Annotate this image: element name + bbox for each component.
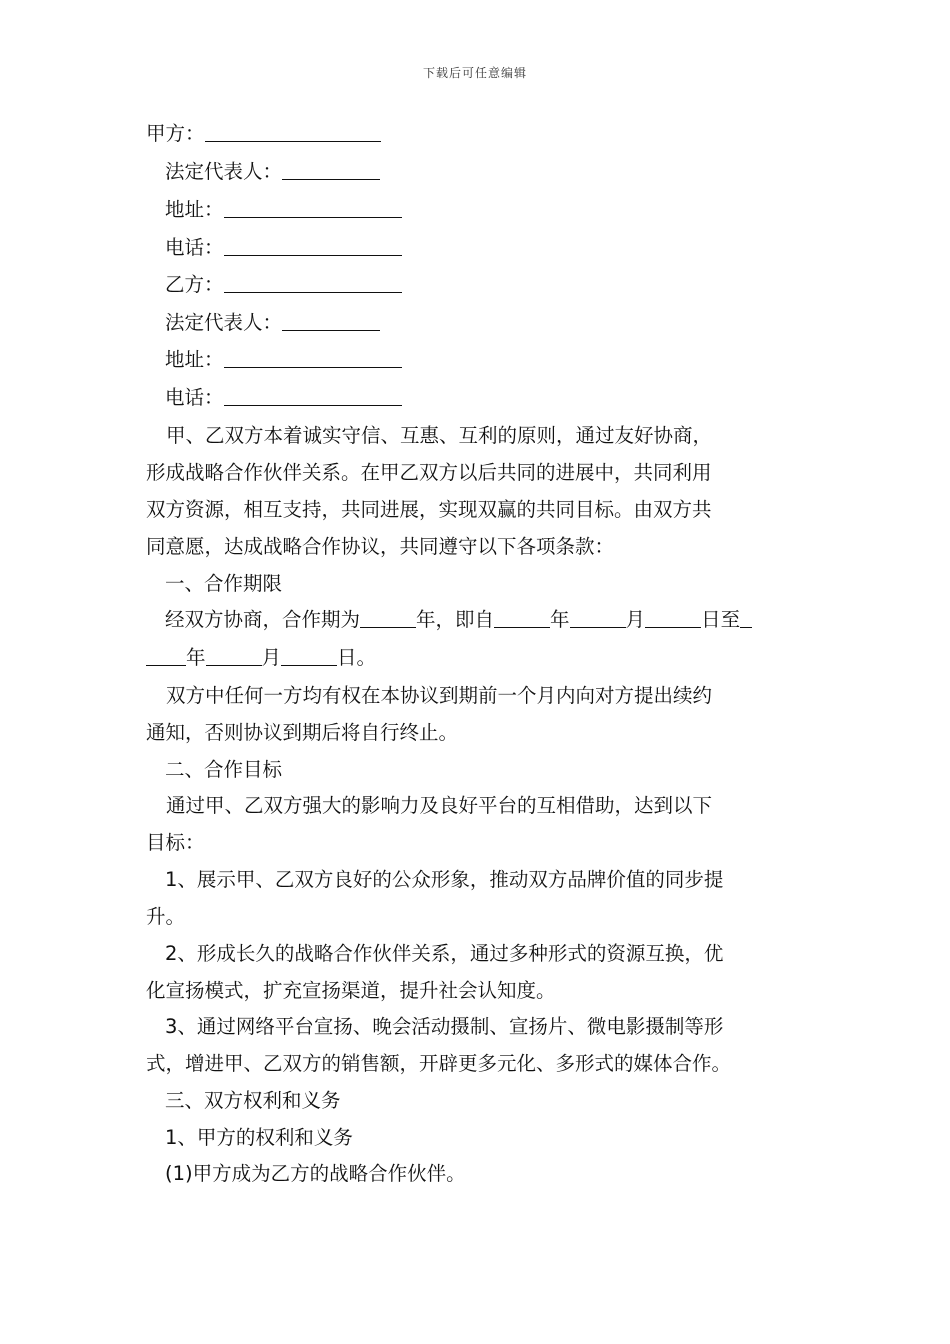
section3-title: 三、双方权利和义务	[165, 1089, 341, 1112]
renew-line-1: 双方中任何一方均有权在本协议到期前一个月内向对方提出续约	[166, 684, 713, 707]
address-b-label: 地址：	[165, 348, 224, 371]
section3-item1: (1)甲方成为乙方的战略合作伙伴。	[165, 1162, 466, 1185]
rep-a-line	[165, 158, 380, 186]
term-text-5: 日至	[701, 608, 741, 631]
address-a-label: 地址：	[165, 198, 224, 221]
rep-a-label: 法定代表人：	[165, 160, 283, 183]
address-b-blank	[224, 347, 402, 368]
intro-line-4: 同意愿，达成战略合作协议，共同遵守以下各项条款：	[146, 535, 615, 558]
start-month-blank	[570, 607, 626, 628]
page-header-note: 下载后可任意编辑	[422, 66, 527, 80]
goal1-line-1: 1、展示甲、乙双方良好的公众形象，推动双方品牌价值的同步提	[165, 868, 724, 891]
address-a-line	[165, 196, 402, 224]
term-text-7: 月	[261, 646, 282, 669]
party-b-blank	[224, 272, 402, 293]
section2-title: 二、合作目标	[165, 758, 283, 781]
start-day-blank	[645, 607, 701, 628]
end-year-blank-start	[740, 607, 752, 628]
section1-title: 一、合作期限	[165, 572, 283, 595]
intro-line-2: 形成战略合作伙伴关系。在甲乙双方以后共同的进展中，共同利用	[146, 461, 712, 484]
party-a-line	[146, 120, 381, 148]
address-b-line	[165, 346, 402, 374]
term-line-1	[165, 606, 752, 634]
term-text-3: 年	[550, 608, 570, 631]
goal3-line-2: 式，增进甲、乙双方的销售额，开辟更多元化、多形式的媒体合作。	[146, 1052, 732, 1075]
term-text-6: 年	[186, 646, 206, 669]
phone-a-label: 电话：	[165, 236, 224, 259]
party-b-line	[165, 271, 402, 299]
phone-b-label: 电话：	[165, 386, 224, 409]
party-a-label: 甲方：	[146, 122, 205, 145]
end-day-blank	[281, 645, 337, 666]
rep-a-blank	[282, 159, 380, 180]
goal3-line-1: 3、通过网络平台宣扬、晚会活动摄制、宣扬片、微电影摄制等形	[165, 1015, 724, 1038]
phone-a-line	[165, 234, 402, 262]
term-text-1: 经双方协商，合作期为	[165, 608, 361, 631]
party-b-label: 乙方：	[165, 273, 224, 296]
rep-b-line	[165, 309, 380, 337]
goal2-line-1: 2、形成长久的战略合作伙伴关系，通过多种形式的资源互换，优	[165, 942, 724, 965]
term-text-8: 日。	[337, 646, 377, 669]
goal-intro-line-1: 通过甲、乙双方强大的影响力及良好平台的互相借助，达到以下	[166, 794, 713, 817]
term-text-4: 月	[625, 608, 646, 631]
phone-b-line	[165, 384, 402, 412]
end-month-blank	[206, 645, 262, 666]
phone-a-blank	[224, 235, 402, 256]
intro-line-3: 双方资源，相互支持，共同进展，实现双赢的共同目标。由双方共	[146, 498, 712, 521]
term-years-blank	[360, 607, 416, 628]
start-year-blank	[494, 607, 550, 628]
rep-b-blank	[282, 310, 380, 331]
term-text-2: 年，即自	[416, 608, 495, 631]
end-year-blank	[146, 645, 186, 666]
intro-line-1: 甲、乙双方本着诚实守信、互惠、互利的原则，通过友好协商，	[166, 424, 713, 447]
section3-sub1: 1、甲方的权利和义务	[165, 1126, 353, 1149]
goal-intro-line-2: 目标：	[146, 831, 205, 854]
rep-b-label: 法定代表人：	[165, 311, 283, 334]
term-line-2	[146, 644, 376, 672]
goal2-line-2: 化宣扬模式，扩充宣扬渠道，提升社会认知度。	[146, 979, 556, 1002]
party-a-blank	[205, 121, 381, 142]
goal1-line-2: 升。	[146, 905, 186, 928]
address-a-blank	[224, 197, 402, 218]
renew-line-2: 通知，否则协议到期后将自行终止。	[146, 721, 459, 744]
phone-b-blank	[224, 385, 402, 406]
